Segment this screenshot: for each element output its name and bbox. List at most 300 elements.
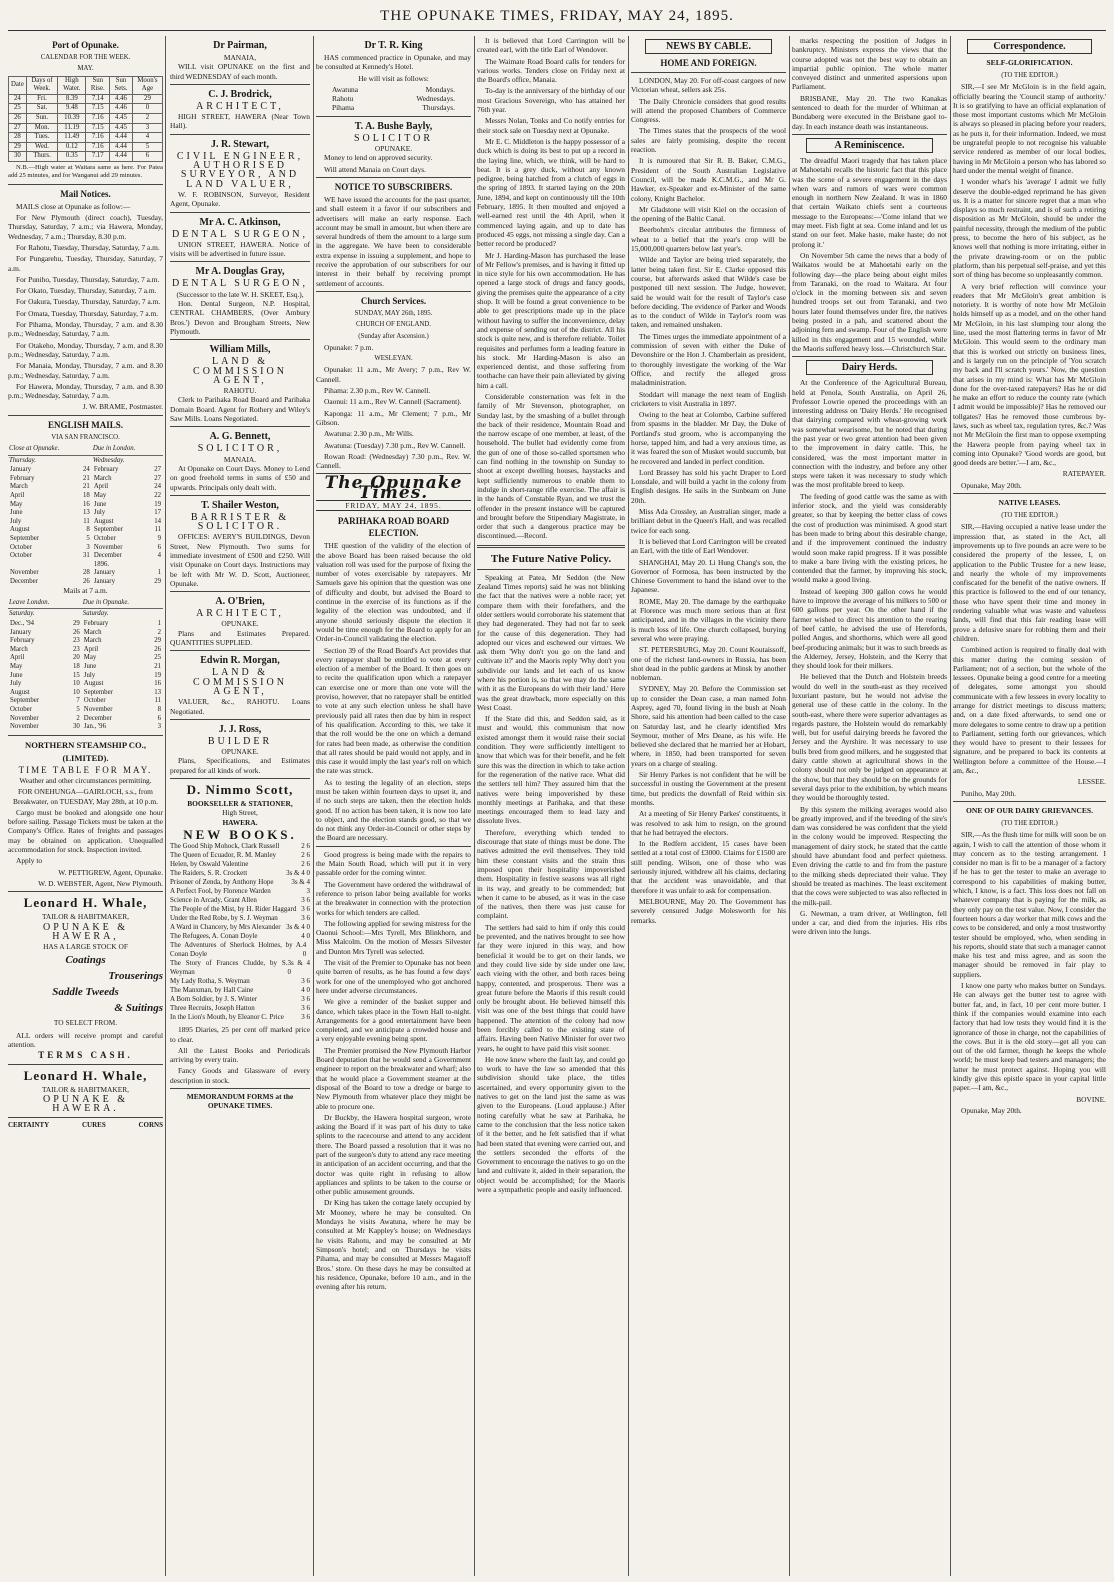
footer-word: CURES (82, 1120, 106, 1129)
mail-cell: January (10, 628, 32, 636)
mail-cell: 11 (154, 697, 161, 705)
book-row (170, 959, 310, 977)
cable-paragraph: Owing to the heat at Colombo, Carbine suffered from spasms in the bladder. Mr Day, the Duke of Portland's stud groom, who is accompanying the horse, tapped him, and had a very anxious time, as it was feared the son of Musket would succumb, but he recovered and landed in perfect condition. (631, 410, 786, 466)
mail-cell: December (10, 577, 38, 585)
mail-cell: October (10, 552, 32, 560)
letter-paragraph: SIR,—Having occupied a native lease under the impression that, as stated in the Act, all improvements up to five pounds an acre were to be considered the property of the lessee, I, on application to the Public Trustee for a new lease, and nearly the whole of my improvements confiscated for the benefit of the native owners. If this practice is followed to the end of our tenancy, those who have spent their time and money in rendering valuable what was waste and valueless lands, will find that this fair reading lease will prove a delusive snare for robbing them and their children. (953, 522, 1106, 643)
whale-good: Trouserings (108, 970, 163, 983)
bayly-text: Money to lend on approved security. (324, 153, 433, 163)
calendar-cell: 4 (132, 133, 162, 143)
leader-title: PARIHAKA ROAD BOARD ELECTION. (337, 516, 450, 539)
mail-cell: 27 (154, 466, 161, 474)
mail-cell: 29 (154, 637, 161, 645)
mail-cell: 8 (86, 526, 90, 534)
mail-row (8, 569, 163, 578)
church-coe-text: Opunake: 7 p.m. (324, 342, 374, 352)
book-price: 3s & 4 (291, 878, 310, 887)
calendar-header: Sun Sets. (110, 76, 133, 94)
church-service: Rowan Road: (Wednesday) 7.30 p.m., Rev. W. Cannell. (316, 451, 471, 471)
mail-cell: 20 (73, 654, 80, 662)
church-service: Oaonui: 11 a.m., Rev W. Cannell (Sacrament). (324, 397, 462, 407)
ad-caption: SOLICITOR, (197, 443, 283, 455)
column-divider (789, 36, 790, 1576)
ad-place: RAHOTU. (223, 386, 257, 396)
ad-text: WILL visit OPUNAKE on the first and third WEDNESDAY of each month. (170, 62, 310, 81)
cable-paragraph: The Times urges the immediate appointment of a commission of seven with either the Duke of Devonshire or the Hon J. Chamberlain as president, to thoroughly investigate the working of the War Office, and rectify the alleged gross maladministration. (631, 331, 786, 388)
mail-cell: July (10, 517, 22, 525)
local-news (477, 36, 625, 541)
mail-cell: July (83, 671, 96, 679)
calendar-cell: Fri. (26, 94, 57, 104)
native-leases-letter (953, 522, 1106, 775)
divider (316, 116, 471, 117)
ad-caption: BARRISTER & SOLICITOR. (190, 511, 290, 533)
mail-cell: June (93, 500, 107, 508)
mail-row (8, 672, 163, 681)
self-sign: RATEPAYER. (1062, 469, 1106, 479)
local-note: The Premier promised the New Plymouth Harbor Board deputation that he would send a Government engineer to report on the breakwater and wharf; also that he would place a Government steamer at the disposal of the Board to tow a dredge or barge to New Plymouth from whatever place they might be able to procure one. (316, 1045, 471, 1111)
native-date: Puniho, May 20th. (961, 788, 1017, 798)
mail-cell: September (83, 688, 113, 696)
local-notes (316, 850, 471, 1292)
book-price: 3 6 (301, 977, 310, 986)
ad-text: Plans and Estimates Prepared. QUANTITIES SUPPLIED. (170, 628, 310, 648)
calendar-cell: 7.14 (86, 94, 110, 104)
article-paragraph: On November 5th came the news that a body of Waikatos would be at Mahoetahi early on the following day—the place being about eight miles from Taranaki, on the road to Waitara. At four o'clock in the morning between six and seven hundred troops set out from Taranaki, and two hours later found themselves under fire, the natives being posted in a pah, and scattered about the adjoining fern and swamp. Four of the English were killed in this engagement and 15 wounded, while the Maoris suffered heavy loss.—Christchurch Star. (792, 250, 947, 353)
whale-stock: HAS A LARGE STOCK OF (43, 942, 128, 952)
calendar-table (8, 76, 163, 162)
book-title: A Perfect Fool, by Florence Warden (170, 887, 271, 896)
book-price: 2 6 (301, 860, 310, 869)
mail-item: For Manaia, Monday, Thursday, 7 a.m. and 8.30 p.m.; Wednesday, Saturday, 7 a.m. (8, 361, 163, 380)
calendar-cell: 24 (9, 94, 27, 104)
ad-name: Mr A. Douglas Gray, (195, 266, 285, 278)
mail-cell: August (10, 688, 30, 696)
calendar-cell: 0.12 (58, 142, 86, 152)
footer-words (8, 1121, 163, 1130)
cable-paragraph: Sir Henry Parkes is not confident that he will be successful in ousting the Government at the present time, but predicts the downfall of Reid within six months. (631, 770, 786, 807)
mail-cell: August (83, 680, 104, 688)
griev-sign: BOVINE. (1076, 1094, 1106, 1104)
calendar-cell: 4.44 (110, 152, 133, 162)
article-paragraph: The feeding of good cattle was the same as with inferior stock, and the yield was considerably greater, so that by keeping the better class of cows the cost of production was minimised. A good start has been made to bring about this desirable change, and if the improvement continued the industry would soon make rapid progress. If it was possible to make a bare living with the existing prices, he contended that the farmer, by improving his stock, would make a good living. (792, 491, 947, 585)
mail-cell: March (93, 474, 112, 482)
book-row (170, 905, 310, 914)
via-sf: VIA SAN FRANCISCO. (51, 433, 120, 441)
mail-cell: 8 (157, 705, 161, 713)
ad-name: T. Shailer Weston, (201, 499, 279, 511)
letter-paragraph: I wonder what's his 'average' I admit we fully deserve the double-edged reprimand he has given us. It is a matter for sincere regret that a man who displays so much restraint, and is of such a retiring disposition as Mr McGloin, should be under the painful necessity, through the medium of the public press, to become the hero of his subject, as he knows well that nothing is more irritating, either in the private drawing-room or on the public platform, than his perpetual self-praise, and yet this sort of thing has become so unpleasantly common. (953, 177, 1106, 280)
calendar-header: Date (9, 76, 27, 94)
church-date: SUNDAY, MAY 26th, 1895. (354, 309, 433, 317)
calendar-month: MAY. (77, 65, 94, 73)
ad-caption: DENTAL SURGEON, (171, 278, 309, 290)
news-paragraph: It is believed that Lord Carrington will be created earl, with the title Earl of Wendover. (477, 36, 625, 55)
calendar-cell: 11.19 (58, 123, 86, 133)
book-title: A Ward in Chancery, by Mrs Alexander (170, 923, 281, 932)
calendar-cell: 30 (9, 152, 27, 162)
article-paragraph: G. Newman, a tram driver, at Wellington, fell under a car, and died from the injuries. His ribs were driven into the lungs. (792, 908, 947, 937)
book-price: 3 6 (301, 914, 310, 923)
mail-cell: 17 (154, 509, 161, 517)
fancy-goods: Fancy Goods and Glassware of every description in stock. (170, 1066, 310, 1085)
ad-text: At Opunake on Court Days. Money to Lend on good freehold terms in sums of £50 and upwards. Principals only dealt with. (170, 463, 310, 492)
calendar-row (9, 104, 163, 114)
calendar-cell: 7.15 (86, 123, 110, 133)
book-title: Helen, by Oswald Valentine (170, 860, 249, 869)
article-paragraph: If the State did this, and Seddon said, as it must and would, this communism that now existed amongst them it would raise their social condition. They were sufficiently intelligent to know that which was for their benefit, and he felt sure this was the direction in which to take action for the regeneration of the native race. What did the settlers tell him? They assured him that the natives were being impoverished by these monthly meetings at Parihaka, and that these meetings encouraged them to lead lazy and dissolute lives. (477, 714, 625, 826)
book-price: 3 6 (301, 896, 310, 905)
calendar-cell: 26 (9, 113, 27, 123)
news-paragraph: To-day is the anniversary of the birthday of our most Gracious Sovereign, who has attained her 76th year. (477, 86, 625, 115)
mail-row (8, 466, 163, 475)
divider (792, 356, 947, 357)
ad-place: OPUNAKE. (221, 747, 259, 757)
mail-row (8, 697, 163, 706)
sf-day-right: Wednesday. (92, 456, 125, 464)
mail-cell: 1896. (93, 560, 110, 568)
mail-cell: July (93, 509, 106, 517)
column-2 (170, 36, 310, 1576)
column-divider (628, 36, 629, 1576)
king-day-place: Awatuna (332, 84, 358, 94)
divider (8, 184, 163, 185)
mail-row (8, 629, 163, 638)
book-title: In the Lion's Mouth, by Eleanor C. Price (170, 1013, 284, 1022)
calendar-cell: Wed. (26, 142, 57, 152)
cable-paragraph: ST. PETERSBURG, May 20. Count Koutaissoff, one of the richest land-owners in Russia, has been shot dead in the public gardens at Minsk by another nobleman. (631, 645, 786, 683)
church-service: Awatuna: (Tuesday) 7.30 p.m., Rev W. Cannell. (324, 440, 466, 450)
whale2-name: Leonard H. Whale, (23, 1067, 148, 1083)
calendar-header: High Water. (58, 76, 86, 94)
ad-text: VALUER, &c., RAHOTU. Loans Negotiated. (170, 697, 310, 716)
ad-place: (Successor to the late W. H. SKEET, Esq.), (176, 289, 304, 299)
calendar-cell: 11.49 (58, 133, 86, 143)
leader-paragraph: As to testing the legality of an election, steps must be taken within fourteen days to upset it, and if no such steps are taken, then the election holds good. If no action has been taken, it is now too late to object, and the election stands good, so that we do not think any Order-in-Council or other steps by the Board are necessary. (316, 777, 471, 843)
ad-caption: ARCHITECT, (196, 100, 284, 112)
nsc-title: NORTHERN STEAMSHIP CO., (LIMITED). (25, 739, 146, 763)
cable-paragraph: It is believed that Lord Carrington will be created an Earl, with the title of Earl Wendover. (631, 536, 786, 556)
mail-cell: 29 (73, 619, 80, 627)
mail-cell: 6 (157, 714, 161, 722)
news-paragraph: Mr E. C. Middleton is the happy possessor of a duck which is doing its best to put up a record in the laying line, which, we think, will be hard to beat. It is a grey duck, without any known pedigree, being hatched from a clutch of eggs in the spring of 1893. It started laying on the 20th June, 1894, and kept on continuously till the 10th February, 1895. It then moulted and enjoyed a well-earned rest until the 4th April, when it commenced laying again, and up to date has produced 45 eggs, not missing a single day. Can a better record be produced? (477, 136, 625, 249)
cable-paragraph: SHANGHAI, May 20. Li Hung Chang's son, the Governor of Formosa, has been instructed by the Chinese Government to hand the island over to the Japanese. (631, 557, 786, 595)
column-6 (792, 36, 947, 1576)
mail-row (8, 689, 163, 698)
whale-select: TO SELECT FROM. (53, 1018, 118, 1028)
mail-row (8, 509, 163, 518)
book-price: 4 0 (301, 986, 310, 995)
king-day-day: Wednesdays. (416, 94, 455, 104)
calendar-cell: 28 (9, 133, 27, 143)
mail-cell: 15 (73, 671, 80, 679)
church-title: Church Services. (360, 295, 427, 306)
king-text: HAS commenced practice in Opunake, and may be consulted at Kennedy's Hotel. (316, 53, 471, 72)
column-3 (316, 36, 471, 1576)
calendar-cell: Sat. (26, 104, 57, 114)
cable-paragraph: The Times states that the prospects of the wool sales are fairly promising, despite the recent reaction. (631, 126, 786, 155)
ad-caption: LAND & COMMISSION AGENT, (193, 356, 287, 386)
calendar-cell: 29 (132, 94, 162, 104)
leader-paragraph: THE question of the validity of the election of the above Board has been raised because the old valuation roll was used for the purpose of fixing the number of votes exercisable by ratepayers. Mr Samuels gave his opinion that the question was one of difficulty and doubt, but advised the Board to continue in the exercise of its functions as if the legality of the election was undoubted, and if anyone should seriously dispute the election it would be time enough for the Board to apply for an Order-in-Council validating the election. (316, 541, 471, 644)
divider (8, 891, 163, 892)
book-row (170, 842, 310, 851)
mail-cell: 5 (76, 705, 80, 713)
book-title: The Good Ship Mohock, Clark Russell (170, 842, 280, 851)
cable-news (631, 76, 786, 925)
cable-paragraph: MELBOURNE, May 20. The Government has severely censured Judge Molesworth for his remarks. (631, 896, 786, 925)
book-title: The People of the Mist, by H. Rider Haggard (170, 905, 297, 914)
book-row (170, 896, 310, 905)
calendar-cell: 27 (9, 123, 27, 133)
church-service: Awatuna: 2.30 p.m., Mr Wills. (324, 429, 414, 439)
mail-row (8, 535, 163, 544)
mail-cell: December (93, 552, 122, 560)
ldn-head-right: Due in Opunake. (82, 598, 163, 609)
mail-cell: 11 (154, 526, 161, 534)
article-paragraph: He believed that the Dutch and Holstein breeds would do well in the south-east as they received luxuriant pasture, but he would not advise the general use of these cattle in the colony. In the south-east, where there were superior advantages as regards pasture, the Holstein would do remarkably well, but for useful dairying breeds he favored the Jersey and the Ayrshire. It was necessary to use bulls bred from good milkers, and he suggested that dairy cattle shown at agricultural shows in the colony should not only be judged on appearance at the show, but that they should be on the grounds for several days prior to the exhibition, by which means they would be thoroughly tested. (792, 672, 947, 803)
self-glorification-title: SELF-GLORIFICATION. (986, 58, 1073, 67)
church-wesleyan-list (316, 365, 471, 470)
mail-cell: July (10, 680, 22, 688)
postmaster: J. W. BRAME, Postmaster. (82, 402, 163, 412)
masthead: THE OPUNAKE TIMES, FRIDAY, MAY 24, 1895. (380, 8, 734, 24)
news-paragraph: The Waimate Road Board calls for tenders for various works. Tenders close on Friday next at the Board's office, Manaia. (477, 56, 625, 85)
book-price: 3 6 (301, 1004, 310, 1013)
mail-cell (8, 561, 71, 570)
calendar-cell: 5 (132, 142, 162, 152)
mail-row (8, 518, 163, 527)
mail-row (8, 578, 163, 587)
mail-cell: 6 (157, 543, 161, 551)
dairy-grievances-letter (953, 830, 1106, 1092)
mail-cell: January (93, 577, 115, 585)
book-row (170, 1004, 310, 1013)
mail-cell: 10 (73, 680, 80, 688)
mail-row (8, 637, 163, 646)
calendar-header: Sun Rise. (86, 76, 110, 94)
professional-ads (170, 39, 310, 775)
mail-cell: April (10, 654, 25, 662)
book-row (170, 860, 310, 869)
cable-paragraph: At a meeting of Sir Henry Parkes' constituents, it was resolved to ask him to resign, on the ground that he had betrayed the electors. (631, 809, 786, 837)
mail-cell: 1 (157, 619, 161, 627)
book-title: The Story of Frances Cludde, by S. Weyman (170, 959, 288, 977)
book-title: Three Recruits, Joseph Hatton (170, 1004, 255, 1013)
divider (477, 545, 625, 548)
mail-cell: 3 (157, 723, 161, 731)
calendar-row (9, 123, 163, 133)
newspaper-flag: The Opunake Times. (324, 473, 463, 503)
nimmo-name: D. Nimmo Scott, (186, 782, 294, 798)
cable-paragraph: Mr Gladstone will visit Kiel on the occasion of the opening of the Baltic Canal. (631, 204, 786, 224)
ad-place: OPUNAKE. (221, 619, 259, 629)
mail-cell: 5 (86, 534, 90, 542)
local-note: The following applied for sewing mistress for the Oaonui School:—Mrs Tyrell, Mrs Blinkhorn, and Miss Malcolm. On the motion of Messrs Silvester and Dunton Mrs Tyrell was selected. (316, 918, 471, 956)
book-price: 4 0 (302, 941, 307, 959)
mail-item: For Omata, Tuesday, Thursday, Saturday, 7 a.m. (16, 308, 159, 318)
mail-cell: March (83, 628, 102, 636)
mail-cell: November (10, 723, 39, 731)
cable-paragraph: marks respecting the position of Judges in bankruptcy. Ministers express the views that the course adopted was not the best way to obtain an impartial public opinion. The whole matter conveyed distinct and unmerited aspersions upon Parliament. (792, 36, 947, 92)
book-row (170, 932, 310, 941)
book-row (170, 941, 310, 959)
mail-cell: 25 (154, 654, 161, 662)
notice-title: NOTICE TO SUBSCRIBERS. (334, 181, 453, 192)
mail-list (8, 213, 163, 400)
bayly-manaia: Will attend Manaia on Court days. (324, 164, 426, 174)
dairy-title: Dairy Herds. (806, 360, 933, 375)
book-title: Prisoner of Zenda, by Anthony Hope (170, 878, 274, 887)
mail-cell: January (93, 569, 115, 577)
local-note: We give a reminder of the basket supper and dance, which takes place in the Town Hall to-night. Arrangements for a good entertainment have been completed, and we anticipate a crowded house and a very enjoyable evening being spent. (316, 997, 471, 1044)
calendar-row (9, 152, 163, 162)
divider (170, 134, 310, 135)
whale-good: Saddle Tweeds (52, 986, 119, 999)
mail-cell: October (93, 534, 116, 542)
whale-trade: TAILOR & HABITMAKER, (41, 912, 130, 922)
divider (792, 134, 947, 135)
divider (170, 339, 310, 340)
ad-name: A. G. Bennett, (209, 431, 271, 443)
divider (316, 291, 471, 292)
ad-name: C. J. Brodrick, (208, 88, 272, 100)
divider (477, 569, 625, 570)
column-5 (631, 36, 786, 1576)
ad-caption: BUILDER (207, 735, 273, 747)
calendar-cell: 7.16 (86, 142, 110, 152)
divider (953, 493, 1106, 494)
book-price: 3s & 4 0 (286, 869, 310, 878)
column-divider (474, 36, 475, 1576)
mail-cell: Dec., '94 (10, 619, 35, 627)
nsc-notes: Cargo must be booked and alongside one hour before sailing. Passage Tickets must be taken at the Company's Office. Rates of freights and passages may be obtained on application. Unequalled accommodation for stock. Inspection invited. (8, 807, 163, 855)
footer-word: CORNS (138, 1120, 163, 1129)
article-paragraph: The dreadful Maori tragedy that has taken place at Mahoetahi recalls the historic fact that this place was the scene of a severe engagement in the days when wars and rumors of wars were common enough in northern New Zealand. It was in 1860 that certain Waikato chiefs sent a courteous message to the Europeans:—'Come inland that we may meet. Fish fight at sea. Come inland and let us stand on our feet. Make haste, make haste; do not prolong it.' (792, 155, 947, 249)
mail-cell: 13 (154, 688, 161, 696)
mail-cell: 2 (76, 714, 80, 722)
book-row (170, 851, 310, 860)
king-day-day: Mondays. (425, 84, 455, 94)
mail-row (8, 561, 163, 570)
london-mail-table (8, 598, 163, 732)
local-note: Dr Buckby, the Hawera hospital surgeon, wrote asking the Board if it was part of his duty to take splints to the racecourse and attend to any accident there. The Board passed a resolution that it was no part of the surgeon's duty to attend any race meeting in anticipation of an accident occurring, and that the doctor was quite right in refusing to allow appliances and splints to be taken to the course or other public amusement grounds. (316, 1112, 471, 1197)
dairy-grievances-title: ONE OF OUR DAIRY GRIEVANCES. (965, 805, 1094, 815)
ad-caption: CIVIL ENGINEER, AUTHORISED SURVEYOR, AND LAND VALUER, (176, 150, 304, 190)
ldn-day-left: Saturday. (9, 610, 35, 618)
mail-item: For Pungarehu, Tuesday, Thursday, Saturday, 7 a.m. (8, 254, 163, 273)
mail-cell: 2 (157, 628, 161, 636)
king-days (316, 85, 471, 113)
footer-word: CERTAINTY (8, 1120, 50, 1129)
king-name: Dr T. R. King (364, 40, 423, 51)
ad-caption: DENTAL SURGEON, (171, 228, 309, 240)
mail-cell: 29 (154, 577, 161, 585)
king-day (316, 103, 471, 112)
divider (316, 846, 471, 847)
mail-cell: March (83, 637, 102, 645)
mail-cell: 24 (83, 466, 90, 474)
mail-cell: 3 (86, 543, 90, 551)
calendar-cell: Sun. (26, 113, 57, 123)
cable-paragraph: SYDNEY, May 20. Before the Commission set up to consider the Dean case, a man named John Asprey, aged 70, found living in the bush at Noah Shore, said his attention had been called to the case on Saturday last, and he clearly identified Mrs Seymour, mother of Mrs Deane, as his wife. He believed she declared that he married her at Hobart, where, in 1850, had been transported for seven years on a charge of stealing. (631, 684, 786, 768)
book-price: 3s & 4 0 (287, 959, 310, 977)
book-row (170, 1013, 310, 1022)
whale-good: & Suitings (114, 1002, 163, 1015)
whale-orders: ALL orders will receive prompt and careful attention. (8, 1030, 163, 1050)
sf-note: Mails at 7 a.m. (63, 586, 108, 596)
mail-cell: September (93, 526, 123, 534)
sf-head-left: Close at Opunake. (8, 444, 92, 455)
book-price: 3s & 4 0 (286, 923, 310, 932)
mail-cell: 1 (157, 569, 161, 577)
cable-news-continued (792, 36, 947, 131)
king-day-place: Rahotu (332, 94, 354, 104)
self-glorification-letter (953, 82, 1106, 467)
mail-cell: 11 (83, 517, 90, 525)
mail-cell: 31 (83, 552, 90, 560)
mail-row (8, 654, 163, 663)
mail-cell: 28 (83, 569, 90, 577)
mail-cell: September (10, 534, 40, 542)
book-title: The Queen of Ecuador, R. M. Manley (170, 851, 277, 860)
diaries: 1895 Diaries, 25 per cent off marked price to clear. (170, 1025, 310, 1044)
mail-item: For Rahotu, Tuesday, Thursday, Saturday, 7 a.m. (16, 242, 160, 252)
cable-paragraph: Lord Brassey has sold his yacht Draper to Lord Lonsdale, and will build a yacht in the colony from English designs. He sails in the Sunbeam on June 20th. (631, 467, 786, 505)
native-leases-title: NATIVE LEASES. (998, 498, 1061, 508)
book-price: 4 0 (301, 932, 310, 941)
ad-text: Clerk to Parihaka Road Board and Parihaka Domain Board. Agent for Rothery and Wiley's Saw Mills. Loans Negotiated. (170, 395, 310, 424)
bayly-place: OPUNAKE. (374, 144, 413, 154)
calendar-cell: 3 (132, 123, 162, 133)
mail-cell: April (83, 645, 99, 653)
divider (953, 801, 1106, 802)
mail-title: Mail Notices. (60, 188, 111, 199)
church-service: Pihama: 2.30 p.m., Rev W. Cannell. (324, 386, 431, 396)
mail-cell: 21 (83, 483, 90, 491)
whale-good: Coatings (65, 954, 106, 967)
mail-row (8, 723, 163, 732)
memo-forms: MEMORANDUM FORMS at the OPUNAKE TIMES. (186, 1092, 294, 1111)
mail-cell: 22 (154, 491, 161, 499)
mail-cell: October (83, 697, 106, 705)
article-paragraph: Speaking at Patea, Mr Seddon (the New Zealand Times reports) said he was not blinking the fact that the natives were a noble race; yet compare them with their forefathers, and the older settlers would corroborate his statement that they had degenerated. They had not far to seek for the cause of this degeneration. They had adopted our vices and eschewed our virtues. We ask them 'Why don't you go on the land and cultivate it?' and the Maoris reply 'Why don't you subdivide our lands and let each of us know where his portion is, so that we may do the same with it as the Europeans do with their land.' Here was the great drawback, more especially on this West Coast. (477, 572, 625, 712)
whale-place: OPUNAKE & HAWERA, (42, 921, 129, 942)
article-paragraph: The settlers had said to him if only this could be prevented, and the natives brought to see how far they were injured in this way, and how beneficial it would be to get on their lands, we and they could live side by side under one law, each vieing with the other, and both races being happy, contented, and prosperous. There was a great future before the Maoris if this result could only be brought about. He believed himself this visit was one of the best things that could have happened. The attention of the colony had now been forcibly called to the existing state of affairs. Having been Native Minister for over two years, he ought to have paid this visit sooner. (477, 922, 625, 1053)
leader-paragraph: Section 39 of the Road Board's Act provides that every ratepayer shall be entitled to vote at every election of a member of the Board. It then goes on to recite the qualification upon which a ratepayer can exercise one or more than one vote will the proviso, however, that no ratepayer shall be entitled to vote at any such election unless he shall have previously paid all rates then due by him in respect of his qualification. According to this, we take it that the roll would be the one on which a demand for rates had been made, as otherwise the condition that all rates should be paid would not apply, and in this case it would imply the last year's roll on which the rate was struck. (316, 645, 471, 776)
cable-paragraph: Wilde and Taylor are being tried separately, the latter being taken first. Sir E. Clarke opposed this course, but afterwards asked that Wilde's case be postponed till next session. The Judge, however, said he would wait for the result of Taylor's case before deciding. The evidence of Parker and Woods as to the conduct of Wilde in Taylor's room was taken, and remained unshaken. (631, 255, 786, 330)
book-title: My Lady Rotha, S. Weyman (170, 977, 250, 986)
cable-paragraph: Beerbohm's circular attributes the firmness of wheat to a belief that the year's crop will be 15,000,000 quarters below last year's. (631, 225, 786, 254)
nsc-route: FOR ONEHUNGA—GAIRLOCH, s.s., from Breakwater, on TUESDAY, May 28th, at 10 p.m. (13, 787, 158, 806)
mail-cell: 21 (154, 662, 161, 670)
ad-name: A. O'Brien, (215, 596, 265, 608)
native-sign: LESSEE. (1077, 777, 1106, 787)
book-price: 3 (306, 887, 310, 896)
whale2-place: OPUNAKE & HAWERA. (42, 1093, 129, 1115)
mail-item: For Okato, Tuesday, Thursday, Saturday, 7 a.m. (16, 286, 157, 296)
mail-cell: 4 (157, 552, 161, 560)
calendar-cell: 7.15 (86, 104, 110, 114)
calendar-cell: 8.39 (58, 94, 86, 104)
ldn-day-right: Saturday. (82, 610, 109, 618)
calendar-cell: 0 (132, 104, 162, 114)
local-note: Good progress is being made with the repairs to the Main South Road, which will put it in very passable order for the coming winter. (316, 849, 471, 878)
calendar-cell: 4.44 (110, 142, 133, 152)
mail-cell: 23 (73, 637, 80, 645)
mail-item: For Oakura, Tuesday, Thursday, Saturday, 7 a.m. (16, 297, 161, 307)
divider (170, 261, 310, 262)
